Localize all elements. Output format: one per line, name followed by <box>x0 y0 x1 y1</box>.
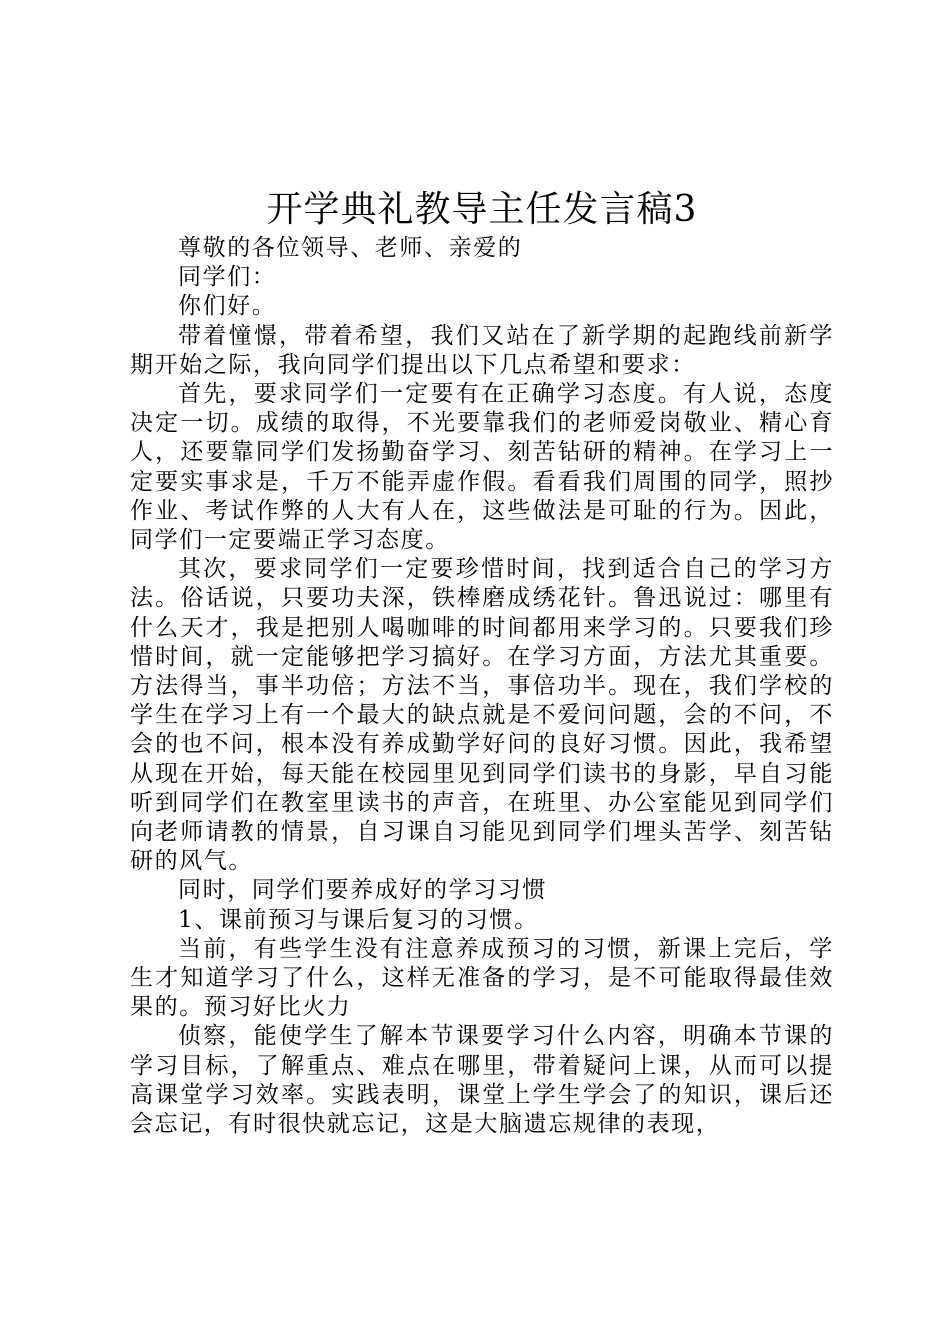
paragraph-students: 同学们： <box>178 264 277 291</box>
paragraph-habits: 同时，同学们要养成好的学习习惯 <box>178 877 547 904</box>
document-title: 开学典礼教导主任发言稿3 <box>266 189 698 230</box>
paragraph-greeting: 尊敬的各位领导、老师、亲爱的 <box>178 235 523 261</box>
paragraph-preview: 当前，有些学生没有注意养成预习的习惯，新课上完后，学生才知道学习了什么，这样无准备的学习，是不可能取得最佳效果的。预习好比火力 <box>130 935 834 1021</box>
document-body <box>130 234 834 1139</box>
document-page <box>130 186 834 1139</box>
paragraph-second: 其次，要求同学们一定要珍惜时间，找到适合自己的学习方法。俗话说，只要功夫深，铁棒磨成绣花针。鲁迅说过：哪里有什么天才，我是把别人喝咖啡的时间都用来学习的。只要我们珍惜时间，就一定能够把学习搞好。在学习方面，方法尤其重要。方法得当，事半功倍；方法不当，事倍功半。现在，我们学校的学生在学习上有一个最大的缺点就是不爱问问题，会的不问，不会的也不问，根本没有养成勤学好问的良好习惯。因此，我希望从现在开始，每天能在校园里见到同学们读书的身影，早自习能听到同学们在教室里读书的声音，在班里、办公室能见到同学们向老师请教的情景，自习课自习能见到同学们埋头苦学、刻苦钻研的风气。 <box>130 556 834 875</box>
paragraph-hello: 你们好。 <box>178 293 277 320</box>
paragraph-item-1: 1、课前预习与课后复习的习惯。 <box>178 906 539 933</box>
paragraph-scout: 侦察，能使学生了解本节课要学习什么内容，明确本节课的学习目标，了解重点、难点在哪里，带着疑问上课，从而可以提高课堂学习效率。实践表明，课堂上学生学会了的知识，课后还会忘记，有时很快就忘记，这是大脑遗忘规律的表现， <box>130 1023 834 1138</box>
paragraph-first: 首先，要求同学们一定要有在正确学习态度。有人说，态度决定一切。成绩的取得，不光要靠我们的老师爱岗敬业、精心育人，还要靠同学们发扬勤奋学习、刻苦钻研的精神。在学习上一定要实事求是，千万不能弄虚作假。看看我们周围的同学，照抄作业、考试作弊的人大有人在，这些做法是可耻的行为。因此，同学们一定要端正学习态度。 <box>130 381 834 554</box>
paragraph-intro: 带着憧憬，带着希望，我们又站在了新学期的起跑线前新学期开始之际，我向同学们提出以下几点希望和要求： <box>130 322 834 378</box>
